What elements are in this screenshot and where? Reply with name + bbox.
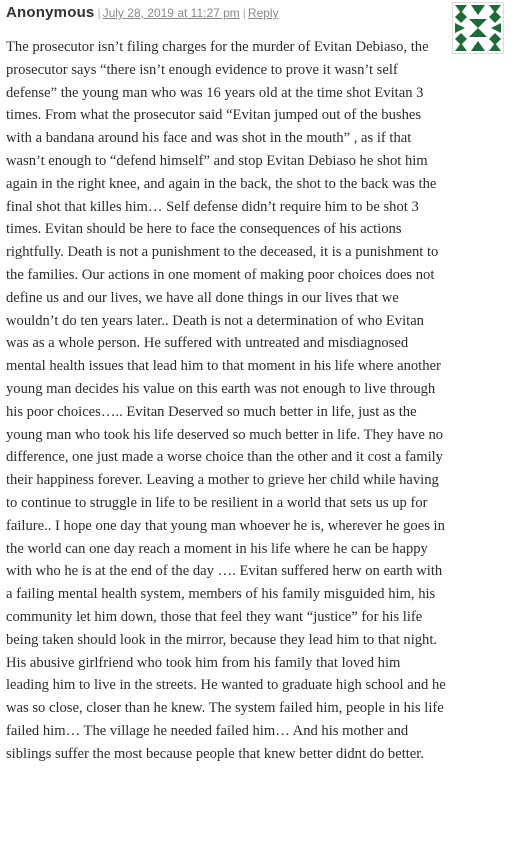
meta-separator: | xyxy=(97,6,101,20)
comment-author: Anonymous xyxy=(6,4,95,21)
comment-meta xyxy=(6,4,279,22)
reply-link[interactable]: Reply xyxy=(247,6,279,20)
meta-separator: | xyxy=(242,6,246,20)
comment-date-link[interactable]: July 28, 2019 at 11:27 pm xyxy=(102,6,240,20)
comment-body: The prosecutor isn’t filing charges for the murder of Evitan Debiaso, the prosecutor says “there isn’t enough evidence to prove it wasn’t self defense” the young man who was 16 years old at the time shot Evitan 3 times. From what the prosecutor said “Evitan jumped out of the bushes with a bandana around his face and was shot in the mouth” , as if that wasn’t enough to “defend himself” and stop Evitan Debiaso he shot him again in the right knee, and again in the back, the shot to the back was the final shot that killes him… Self defense didn’t require him to be shot 3 times. Evitan should be here to face the consequences of his actions rightfully. Death is not a punishment to the deceased, it is a punishment to the families. Our actions in one moment of making poor choices does not define us and our lives, we have all done things in our lives that we wouldn’t do ten years later.. Death is not a determination of who Evitan was as a whole person. He suffered with untreated and misdiagnosed mental health issues that lead him to that moment in his life where another young man decides his value on this earth was not enough to live through his poor choices….. Evitan Deserved so much better in life, just as the young man who took his life deserved so much better in life. They have no difference, one just made a worse choice than the other and it cost a family their happiness forever. Leaving a mother to grieve her child while having to continue to struggle in life to be resilient in a world that sets us up for failure.. I hope one day that young man whoever he is, wherever he goes in the world can one day reach a moment in his life where he can be happy with who he is at the end of the day …. Evitan suffered herw on earth with a failing mental health system, members of his family misguided him, his community let him down, those that feel they want “justice” for his life being taken should look in the mirror, because they lead him to that night. His abusive girlfriend who took him from his family that loved him leading him to live in the streets. He wanted to graduate high school and he was so close, closer than he knew. The system failed him, people in his life failed him… The village he needed failed him… And his mother and siblings suffer the most because people that knew better didnt do better. xyxy=(6,39,446,762)
identicon-avatar-icon xyxy=(452,2,504,54)
